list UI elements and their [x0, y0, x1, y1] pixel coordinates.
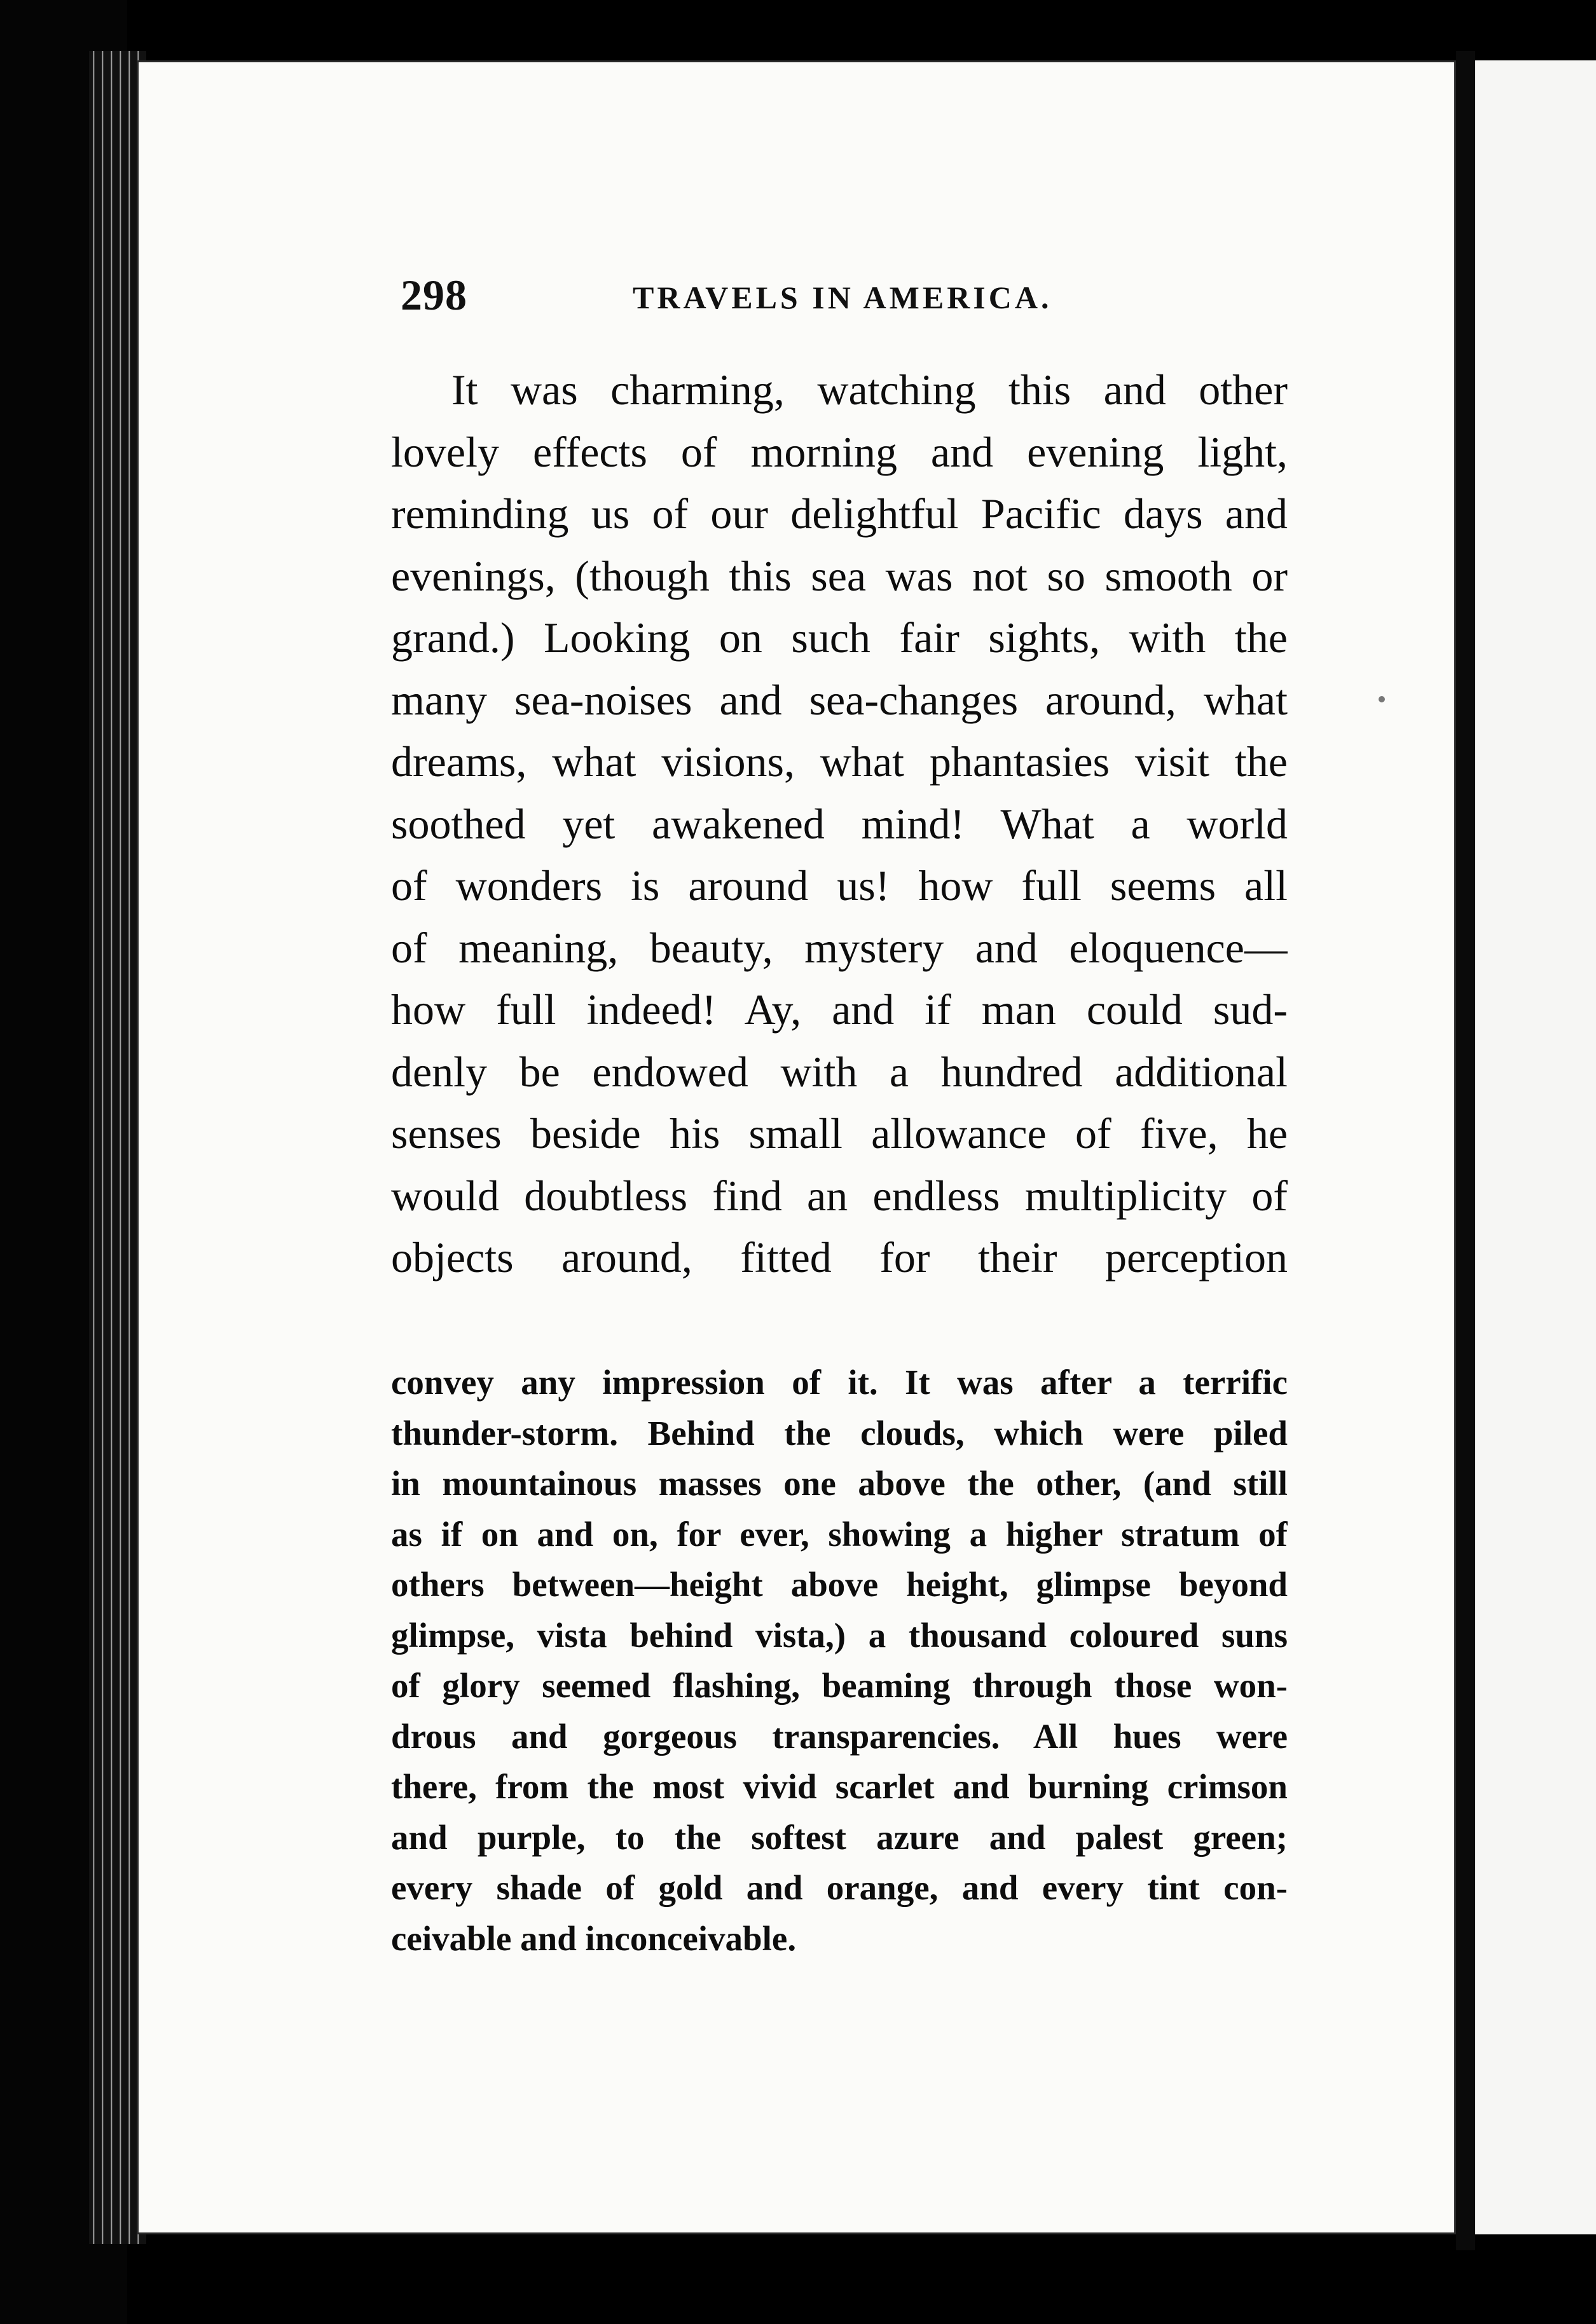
text-line: many sea-noises and sea-changes around, what — [391, 675, 1288, 724]
text-line: evenings, (though this sea was not so smooth or — [391, 551, 1288, 600]
note-line: there, from the most vivid scarlet and burning crimson — [391, 1767, 1288, 1806]
text-line: reminding us of our delightful Pacific days and — [391, 489, 1288, 538]
text-line: objects around, fitted for their perception — [391, 1233, 1288, 1282]
text-line: grand.) Looking on such fair sights, with the — [391, 613, 1288, 662]
page-number: 298 — [401, 271, 467, 319]
note-line: others between—height above height, glimpse beyond — [391, 1565, 1288, 1604]
note-line: ceivable and inconceivable. — [391, 1918, 797, 1958]
text-line: how full indeed! Ay, and if man could sud- — [391, 985, 1288, 1034]
text-line: of wonders is around us! how full seems all — [391, 861, 1288, 910]
note-paragraph — [391, 1357, 1288, 1964]
text-line: lovely effects of morning and evening light, — [391, 427, 1288, 476]
scan-speck — [1379, 696, 1385, 702]
running-head — [401, 270, 1291, 321]
facing-page-edge — [1475, 60, 1596, 2234]
text-line: would doubtless find an endless multiplicity of — [391, 1171, 1288, 1220]
note-line: every shade of gold and orange, and every tint con- — [391, 1868, 1288, 1907]
note-line: thunder-storm. Behind the clouds, which were piled — [391, 1413, 1288, 1452]
note-line: as if on and on, for ever, showing a higher stratum of — [391, 1514, 1288, 1554]
note-line: in mountainous masses one above the other, (and still — [391, 1464, 1288, 1503]
running-title: TRAVELS IN AMERICA. — [633, 280, 1052, 315]
note-line: of glory seemed flashing, beaming through those won- — [391, 1666, 1288, 1705]
note-line: glimpse, vista behind vista,) a thousand coloured suns — [391, 1615, 1288, 1655]
note-line: convey any impression of it. It was after a terrific — [391, 1363, 1288, 1402]
text-line: soothed yet awakened mind! What a world — [391, 799, 1288, 848]
book-gutter — [1456, 51, 1475, 2250]
note-line: and purple, to the softest azure and palest green; — [391, 1817, 1288, 1857]
text-line: of meaning, beauty, mystery and eloquence— — [391, 923, 1288, 972]
note-line: drous and gorgeous transparencies. All hues were — [391, 1716, 1288, 1756]
text-line: dreams, what visions, what phantasies visit the — [391, 737, 1288, 786]
main-paragraph — [391, 359, 1288, 1289]
text-line: It was charming, watching this and other — [451, 366, 1288, 414]
text-line: denly be endowed with a hundred additional — [391, 1047, 1288, 1096]
text-line: senses beside his small allowance of five, he — [391, 1109, 1288, 1158]
